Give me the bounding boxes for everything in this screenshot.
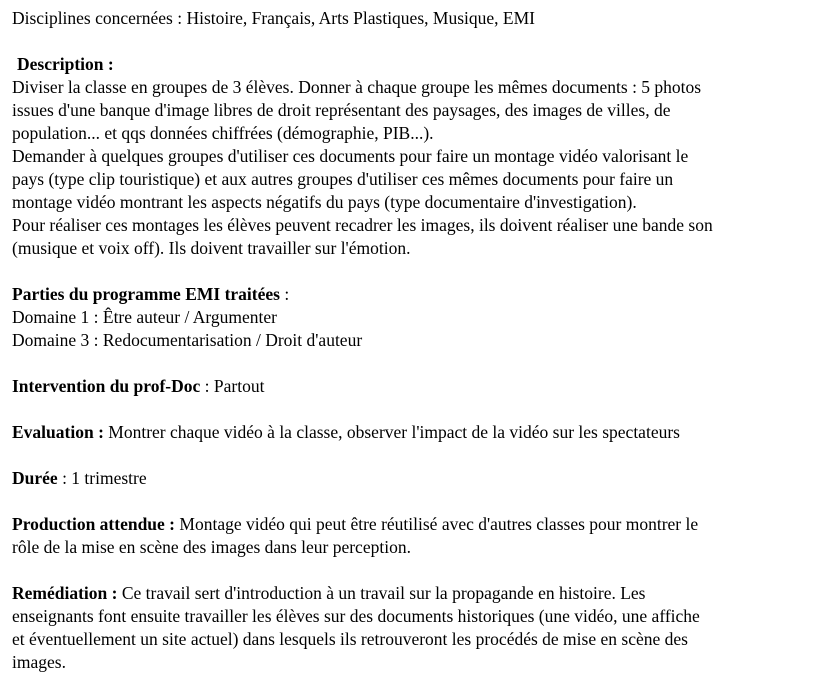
duree-label: Durée	[12, 468, 58, 488]
description-line: (musique et voix off). Ils doivent travailler sur l'émotion.	[12, 238, 411, 258]
remediation-text: Ce travail sert d'introduction à un travail sur la propagande en histoire. Les	[117, 583, 646, 603]
programme-domain-line: Domaine 1 : Être auteur / Argumenter	[12, 307, 278, 327]
description-line: Diviser la classe en groupes de 3 élèves. Donner à chaque groupe les mêmes documents : 5 photos	[12, 77, 702, 97]
description-line: Demander à quelques groupes d'utiliser ces documents pour faire un montage vidéo valorisant le	[12, 146, 689, 166]
description-title	[12, 53, 834, 76]
remediation-line: et éventuellement un site actuel) dans lesquels ils retrouveront les procédés de mise en scène des	[12, 629, 688, 649]
intervention-label: Intervention du prof-Doc	[12, 376, 201, 396]
description-line: issues d'une banque d'image libres de droit représentant des paysages, des images de villes, de	[12, 100, 671, 120]
programme-heading	[12, 283, 834, 306]
evaluation-label: Evaluation :	[12, 422, 104, 442]
evaluation-line	[12, 421, 834, 444]
production-label: Production attendue :	[12, 514, 176, 534]
production-line	[12, 513, 834, 536]
intervention-line	[12, 375, 834, 398]
production-text: Montage vidéo qui peut être réutilisé avec d'autres classes pour montrer le	[175, 514, 699, 534]
spacer	[12, 352, 834, 375]
disciplines-line: Disciplines concernées : Histoire, Français, Arts Plastiques, Musique, EMI	[12, 8, 535, 28]
spacer	[12, 444, 834, 467]
spacer	[12, 30, 834, 53]
remediation-line: images.	[12, 652, 66, 672]
description-line: population... et qqs données chiffrées (démographie, PIB...).	[12, 123, 434, 143]
remediation-line: enseignants font ensuite travailler les élèves sur des documents historiques (une vidéo, une affiche	[12, 606, 700, 626]
spacer	[12, 559, 834, 582]
programme-label: Parties du programme EMI traitées	[12, 284, 280, 304]
remediation-line	[12, 582, 834, 605]
spacer	[12, 398, 834, 421]
description-line: Pour réaliser ces montages les élèves peuvent recadrer les images, ils doivent réaliser une bande son	[12, 215, 713, 235]
intervention-text: : Partout	[200, 376, 265, 396]
duree-text: : 1 trimestre	[57, 468, 147, 488]
description-title-text: Description :	[17, 54, 114, 74]
description-line: montage vidéo montrant les aspects négatifs du pays (type documentaire d'investigation).	[12, 192, 637, 212]
description-line: pays (type clip touristique) et aux autres groupes d'utiliser ces mêmes documents pour faire un	[12, 169, 674, 189]
duree-line	[12, 467, 834, 490]
spacer	[12, 260, 834, 283]
programme-suffix: :	[279, 284, 290, 304]
spacer	[12, 490, 834, 513]
evaluation-text: Montrer chaque vidéo à la classe, observer l'impact de la vidéo sur les spectateurs	[103, 422, 680, 442]
remediation-label: Remédiation :	[12, 583, 118, 603]
programme-domain-line: Domaine 3 : Redocumentarisation / Droit d'auteur	[12, 330, 363, 350]
production-line: rôle de la mise en scène des images dans leur perception.	[12, 537, 411, 557]
